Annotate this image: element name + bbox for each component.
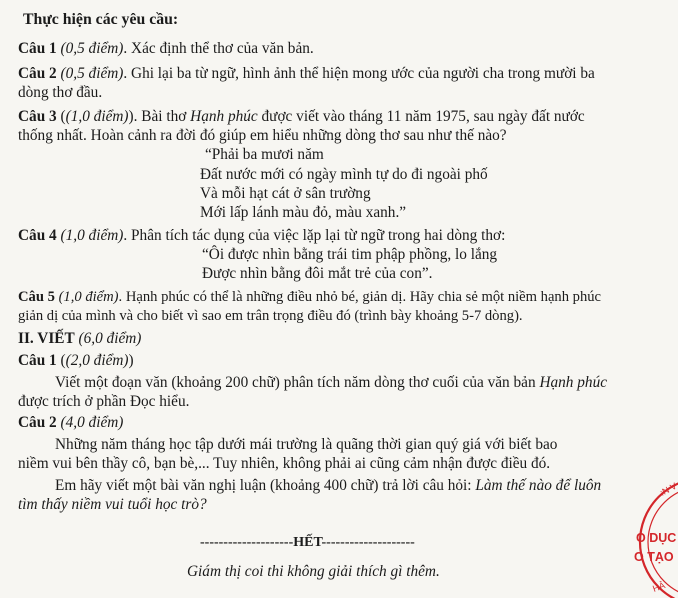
question-label: Câu 1	[18, 352, 57, 369]
question-points: (0,5 điểm)	[60, 65, 124, 82]
question-2	[18, 65, 654, 83]
question-label: Câu 2	[18, 65, 57, 82]
writing-question-1-text: Viết một đoạn văn (khoảng 200 chữ) phân tích năm dòng thơ cuối của văn bản Hạnh phúc	[55, 374, 608, 391]
question-3: Câu 3 ((1,0 điểm)). Bài thơ Hạnh phúc được viết vào tháng 11 năm 1975, sau ngày đất nước	[18, 108, 585, 125]
poem-title: Hạnh phúc	[539, 374, 608, 391]
poem-line: “Phải ba mươi năm	[205, 146, 324, 163]
section-points: (6,0 điểm)	[78, 330, 142, 347]
poem-title: Hạnh phúc	[190, 108, 258, 125]
writing-question-2-p4: tìm thấy niềm vui tuổi học trò?	[18, 496, 207, 513]
writing-question-1-cont: được trích ở phần Đọc hiểu.	[18, 393, 190, 410]
instructions-heading: Thực hiện các yêu cầu:	[23, 11, 179, 28]
question-points: ((2,0 điểm))	[60, 352, 134, 369]
poem-line: Mới lấp lánh màu đỏ, màu xanh.”	[200, 204, 407, 221]
section-label: II. VIẾT	[18, 330, 75, 347]
question-text: . Hạnh phúc có thể là những điều nhỏ bé, giản dị. Hãy chia sẻ một niềm hạnh phúc	[118, 289, 602, 305]
poem-line: Được nhìn bằng đôi mắt trẻ của con”.	[202, 265, 433, 282]
question-label: Câu 4	[18, 227, 57, 244]
question-points: (1,0 điểm)	[60, 227, 124, 244]
question-label: Câu 1	[18, 40, 57, 57]
stamp-text-2: O TẠO	[634, 550, 674, 564]
question-label: Câu 2	[18, 414, 57, 431]
question-1	[18, 40, 314, 58]
question-2-cont: dòng thơ đầu.	[18, 84, 103, 101]
writing-question-2-p1: Những năm tháng học tập dưới mái trường là quãng thời gian quý giá với biết bao	[55, 436, 558, 453]
question-3-cont: thống nhất. Hoàn cảnh ra đời đó giúp em hiểu những dòng thơ sau như thế nào?	[18, 127, 507, 144]
question-points: ((1,0 điểm))	[60, 108, 134, 125]
question-label: Câu 5	[18, 289, 55, 305]
svg-text:HẢ: HẢ	[651, 580, 667, 594]
poem-line: Đất nước mới có ngày mình tự do đi ngoài phố	[200, 166, 488, 183]
question-text: . Ghi lại ba từ ngữ, hình ảnh thể hiện mong ước của người cha trong mười ba	[123, 65, 595, 82]
svg-text::N V: :N V	[658, 480, 678, 498]
question-5	[18, 288, 601, 306]
official-stamp	[634, 470, 678, 598]
writing-question-1	[18, 352, 134, 370]
poem-line: Và mỗi hạt cát ở sân trường	[200, 185, 371, 202]
stamp-text-1: O DỤC	[636, 531, 677, 545]
question-points: (4,0 điểm)	[60, 414, 124, 431]
question-text: . Phân tích tác dụng của việc lặp lại từ ngữ trong hai dòng thơ:	[123, 227, 506, 244]
poem-line: “Ôi được nhìn bằng trái tim phập phồng, lo lắng	[202, 246, 498, 263]
section-2-heading	[18, 330, 141, 348]
question-points: (0,5 điểm)	[60, 40, 124, 57]
writing-question-2-p2: niềm vui bên thầy cô, bạn bè,... Tuy nhiên, không phải ai cũng cảm nhận được điều đó.	[18, 455, 551, 472]
end-marker: --------------------HẾT--------------------	[200, 535, 415, 550]
invigilator-note: Giám thị coi thi không giải thích gì thêm.	[187, 563, 440, 580]
question-4	[18, 227, 505, 245]
writing-question-2-p3: Em hãy viết một bài văn nghị luận (khoảng 400 chữ) trả lời câu hỏi: Làm thế nào để luôn	[55, 477, 602, 494]
question-points: (1,0 điểm)	[58, 289, 119, 305]
writing-question-2	[18, 414, 123, 432]
question-label: Câu 3	[18, 108, 57, 125]
question-5-cont: giản dị của mình và cho biết vì sao em trân trọng điều đó (trình bày khoảng 5-7 dòng).	[18, 308, 523, 324]
question-text: . Xác định thể thơ của văn bản.	[123, 40, 314, 57]
